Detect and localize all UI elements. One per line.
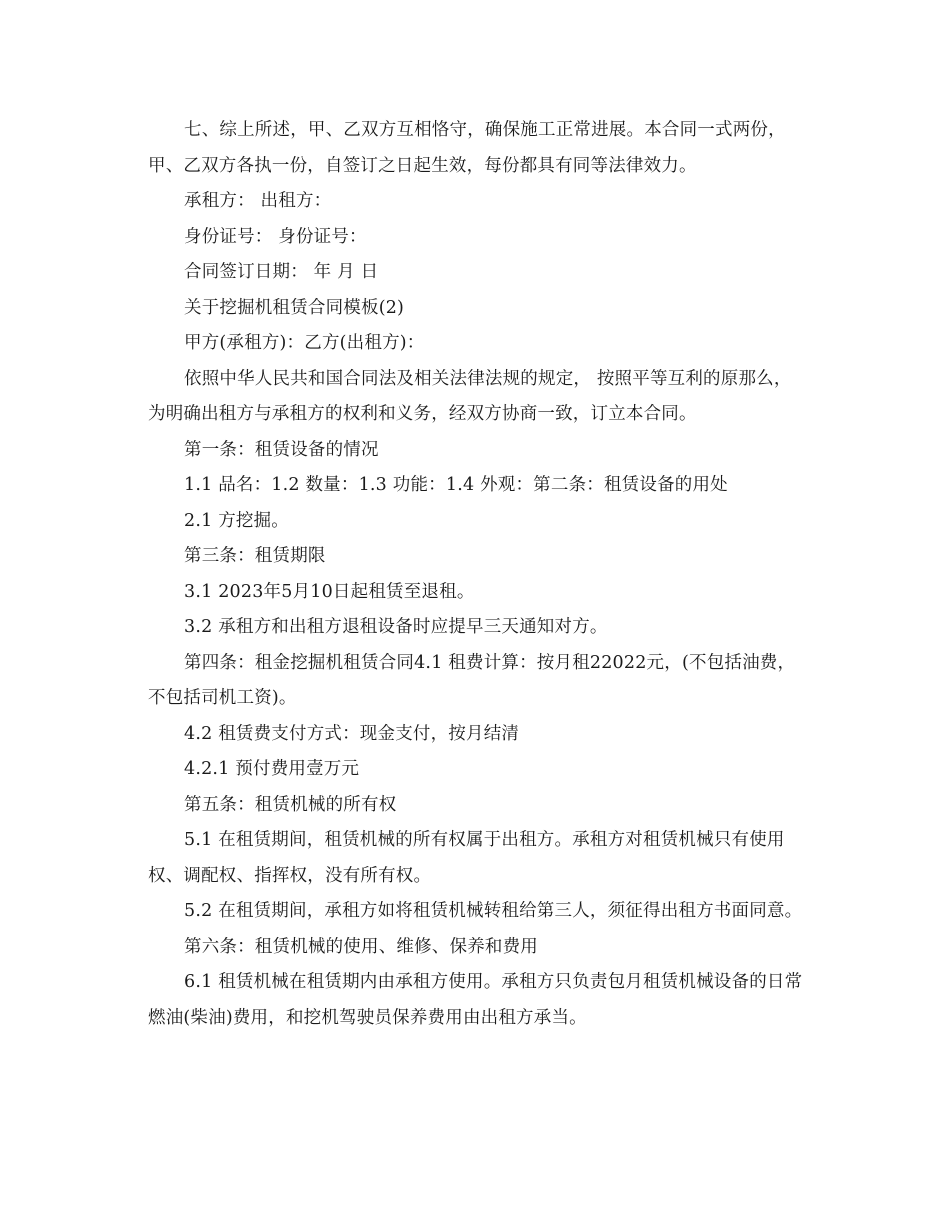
paragraph-preamble: 依照中华人民共和国合同法及相关法律法规的规定， 按照平等互利的原那么，为明确出租方与承租方的权利和义务，经双方协商一致，订立本合同。: [148, 368, 792, 424]
document-body: [148, 113, 804, 1036]
paragraph-signing-date: 合同签订日期： 年 月 日: [184, 262, 379, 282]
paragraph-parties: 甲方(承租方)：乙方(出租方)：: [184, 333, 425, 353]
paragraph-lessee-lessor: 承租方： 出租方：: [184, 191, 332, 211]
paragraph-article-3: 第三条：租赁期限: [184, 546, 326, 566]
paragraph-article-4: 第四条：租金挖掘机租赁合同4.1 租费计算：按月租22022元，(不包括油费，不包括司机工资)。: [148, 652, 796, 708]
paragraph-article-3-1: 3.1 2023年5月10日起租赁至退租。: [184, 581, 475, 602]
paragraph-article-5-2: 5.2 在租赁期间，承租方如将租赁机械转租给第三人，须征得出租方书面同意。: [184, 901, 803, 921]
paragraph-article-1: 第一条：租赁设备的情况: [184, 439, 379, 460]
paragraph-id-numbers: 身份证号： 身份证号：: [184, 226, 367, 247]
paragraph-closing-clause: 七、综上所述，甲、乙双方互相恪守，确保施工正常进展。本合同一式两份，甲、乙双方各执一份，自签订之日起生效，每份都具有同等法律效力。: [148, 120, 786, 176]
paragraph-article-5-1: 5.1 在租赁期间，租赁机械的所有权属于出租方。承租方对租赁机械只有使用权、调配权、指挥权，没有所有权。: [148, 830, 785, 886]
paragraph-article-1-items: 1.1 品名：1.2 数量：1.3 功能：1.4 外观：第二条：租赁设备的用处: [184, 475, 728, 495]
paragraph-article-4-2: 4.2 租赁费支付方式：现金支付，按月结清: [184, 723, 520, 744]
paragraph-article-6-1: 6.1 租赁机械在租赁期内由承租方使用。承租方只负责包月租赁机械设备的日常燃油(柴油)费用，和挖机驾驶员保养费用由出租方承当。: [148, 972, 803, 1028]
paragraph-article-5: 第五条：租赁机械的所有权: [184, 794, 397, 815]
paragraph-article-4-2-1: 4.2.1 预付费用壹万元: [184, 759, 360, 779]
paragraph-template-title: 关于挖掘机租赁合同模板(2): [184, 297, 405, 318]
paragraph-article-2-1: 2.1 方挖掘。: [184, 510, 289, 531]
paragraph-article-6: 第六条：租赁机械的使用、维修、保养和费用: [184, 936, 538, 957]
paragraph-article-3-2: 3.2 承租方和出租方退租设备时应提早三天通知对方。: [184, 617, 608, 637]
